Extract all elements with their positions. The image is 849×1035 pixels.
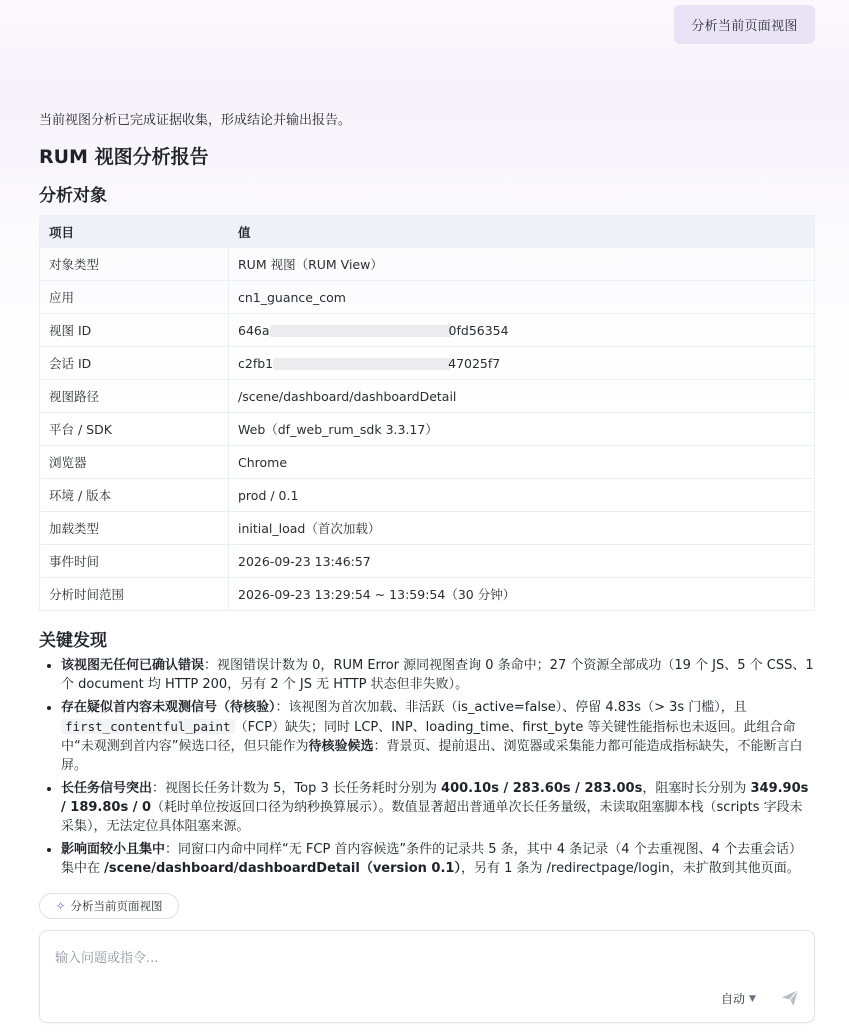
mode-label: 自动 bbox=[721, 992, 746, 1006]
table-row bbox=[40, 347, 815, 380]
row-value: prod / 0.1 bbox=[229, 479, 815, 512]
row-value: 2026-09-23 13:46:57 bbox=[229, 545, 815, 578]
row-key: 加载类型 bbox=[40, 512, 229, 545]
table-row bbox=[40, 314, 815, 347]
row-value bbox=[229, 314, 815, 347]
row-key: 会话 ID bbox=[40, 347, 229, 380]
send-icon[interactable] bbox=[780, 988, 800, 1008]
row-key: 事件时间 bbox=[40, 545, 229, 578]
finding-title: 存在疑似首内容未观测信号（待核验） bbox=[61, 700, 276, 715]
redaction-mask bbox=[270, 325, 452, 337]
row-key: 视图路径 bbox=[40, 380, 229, 413]
table-row bbox=[40, 413, 815, 446]
chat-composer bbox=[39, 930, 815, 1023]
finding-text: ，阻塞时长分别为 bbox=[642, 781, 751, 796]
row-key: 对象类型 bbox=[40, 248, 229, 281]
report-title: RUM 视图分析报告 bbox=[39, 146, 209, 168]
section-title-target: 分析对象 bbox=[39, 186, 107, 206]
table-row bbox=[40, 446, 815, 479]
finding-item bbox=[61, 656, 815, 694]
finding-emphasis: /scene/dashboard/dashboardDetail（version 0.1） bbox=[104, 861, 461, 876]
chevron-down-icon: ▼ bbox=[749, 993, 756, 1004]
value-suffix: 47025f7 bbox=[448, 355, 501, 371]
chat-input[interactable] bbox=[53, 945, 797, 979]
column-header: 值 bbox=[229, 216, 815, 248]
row-value: /scene/dashboard/dashboardDetail bbox=[229, 380, 815, 413]
analyze-page-chip[interactable] bbox=[39, 893, 179, 919]
row-key: 平台 / SDK bbox=[40, 413, 229, 446]
redaction-mask bbox=[273, 358, 451, 370]
row-value: RUM 视图（RUM View） bbox=[229, 248, 815, 281]
row-value: Chrome bbox=[229, 446, 815, 479]
table-header-row bbox=[40, 216, 815, 248]
intro-text: 当前视图分析已完成证据收集，形成结论并输出报告。 bbox=[39, 113, 352, 128]
finding-item bbox=[61, 840, 815, 878]
row-key: 环境 / 版本 bbox=[40, 479, 229, 512]
mode-select[interactable] bbox=[721, 990, 756, 1007]
finding-text: （FCP）缺失；同时 LCP、INP、loading_time、first_byte 等关键性能指标也未返回。此组合命中“未观测到首内容”候选口径，但只能作为 bbox=[61, 720, 796, 754]
table-row bbox=[40, 281, 815, 314]
value-suffix: 0fd56354 bbox=[448, 322, 509, 338]
finding-item bbox=[61, 698, 815, 775]
row-value: 2026-09-23 13:29:54 ~ 13:59:54（30 分钟） bbox=[229, 578, 815, 611]
table-row bbox=[40, 479, 815, 512]
row-key: 视图 ID bbox=[40, 314, 229, 347]
row-key: 分析时间范围 bbox=[40, 578, 229, 611]
finding-item bbox=[61, 779, 815, 836]
row-value: cn1_guance_com bbox=[229, 281, 815, 314]
row-key: 应用 bbox=[40, 281, 229, 314]
finding-text: （耗时单位按返回口径为纳秒换算展示）。数值显著超出普通单次长任务量级，未读取阻塞脚本栈（scripts 字段未采集），无法定位具体阻塞来源。 bbox=[61, 800, 803, 834]
row-value: Web（df_web_rum_sdk 3.3.17） bbox=[229, 413, 815, 446]
value-prefix: c2fb1 bbox=[238, 355, 274, 371]
target-table bbox=[39, 215, 815, 611]
finding-emphasis: 待核验候选 bbox=[308, 739, 374, 754]
chip-label: 分析当前页面视图 bbox=[70, 899, 163, 913]
inline-code: first_contentful_paint bbox=[61, 719, 235, 734]
finding-text: ：同窗口内命中同样“无 FCP 首内容候选”条件的记录共 5 条，其中 4 条记录（4 个去重视图、4 个去重会话）集中在 bbox=[61, 842, 803, 876]
analyze-page-button[interactable]: 分析当前页面视图 bbox=[674, 5, 815, 44]
finding-title: 该视图无任何已确认错误 bbox=[61, 658, 205, 673]
table-row bbox=[40, 512, 815, 545]
row-key: 浏览器 bbox=[40, 446, 229, 479]
value-prefix: 646a bbox=[238, 322, 270, 338]
section-title-findings: 关键发现 bbox=[39, 631, 107, 651]
finding-text: ：背景页、提前退出、浏览器或采集能力都可能造成指标缺失，不能断言白屏。 bbox=[61, 739, 803, 773]
finding-title: 影响面较小且集中 bbox=[61, 842, 166, 857]
finding-title: 长任务信号突出 bbox=[61, 781, 153, 796]
column-header: 项目 bbox=[40, 216, 229, 248]
table-row bbox=[40, 545, 815, 578]
finding-text: ，另有 1 条为 /redirectpage/login，未扩散到其他页面。 bbox=[460, 861, 800, 876]
row-value: initial_load（首次加载） bbox=[229, 512, 815, 545]
sparkle-icon: ✧ bbox=[55, 899, 66, 913]
finding-text: ：该视图为首次加载、非活跃（is_active=false）、停留 4.83s（> 3s 门槛），且 bbox=[275, 700, 747, 715]
finding-emphasis: 400.10s / 283.60s / 283.00s bbox=[441, 781, 643, 796]
table-row bbox=[40, 578, 815, 611]
row-value bbox=[229, 347, 815, 380]
finding-text: ：视图错误计数为 0，RUM Error 源同视图查询 0 条命中；27 个资源全部成功（19 个 JS、5 个 CSS、1 个 document 均 HTTP 200，另有 2 个 JS 无 HTTP 状态但非失败）。 bbox=[61, 658, 814, 692]
finding-text: ：视图长任务计数为 5，Top 3 长任务耗时分别为 bbox=[152, 781, 442, 796]
finding-emphasis: 349.90s / 189.80s / 0 bbox=[61, 781, 809, 815]
table-row bbox=[40, 248, 815, 281]
findings-list bbox=[39, 656, 815, 888]
table-row bbox=[40, 380, 815, 413]
